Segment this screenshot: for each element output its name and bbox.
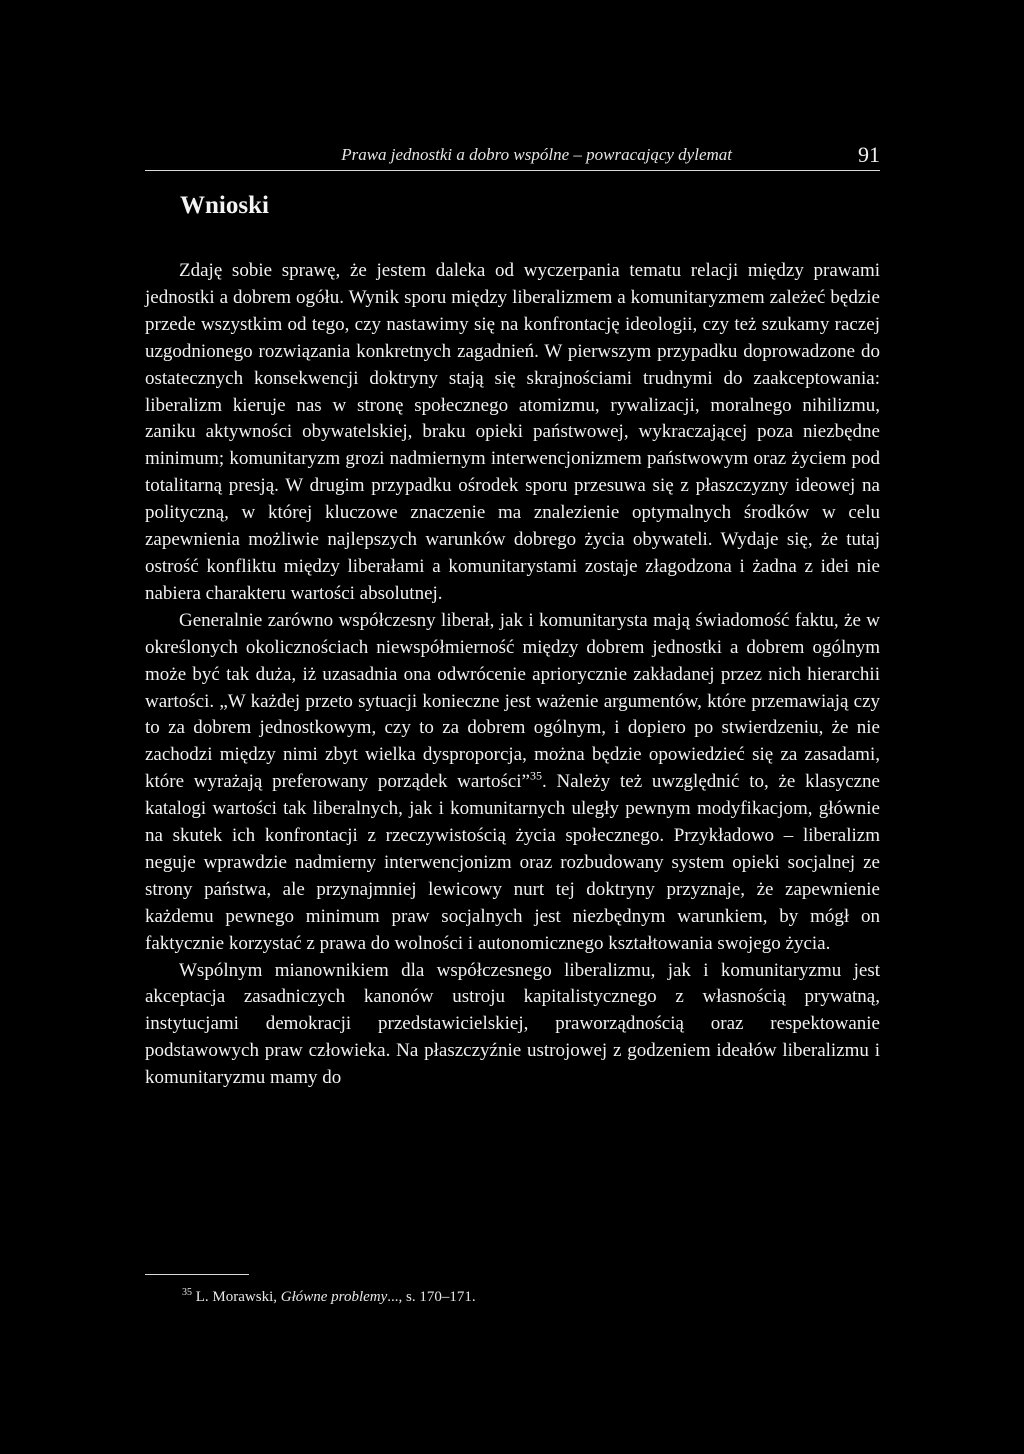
running-title: Prawa jednostki a dobro wspólne – powracający dylemat [341,145,732,164]
section-title: Wnioski [180,192,269,219]
footnote-rest: ..., s. 170–171. [387,1289,476,1305]
page-number: 91 [858,142,880,167]
paragraph-2 [145,608,880,958]
paragraph-3: Wspólnym mianownikiem dla współczesnego liberalizmu, jak i komunitaryzmu jest akceptacja zasadniczych kanonów ustroju kapitalistycznego z własnością prywatną, instytucjami demokracji przedstawicielskiej, praworządnością oraz respektowanie podstawowych praw człowieka. Na płaszczyźnie ustrojowej z godzeniem ideałów liberalizmu i komunitaryzmu mamy do [145,959,880,1089]
paragraph-2-text-b: . Należy też uwzględnić to, że klasyczne katalogi wartości tak liberalnych, jak i komunitarnych uległy pewnym modyfikacjom, głównie na skutek ich konfrontacji z rzeczywistością życia społecznego. Przykładowo – liberalizm neguje wprawdzie nadmierny interwencjonizm oraz rozbudowany system opieki socjalnej ze strony państwa, ale przynajmniej lewicowy nurt tej doktryny przyznaje, że zapewnienie każdemu pewnego minimum praw socjalnych jest niezbędnym warunkiem, by mógł on faktycznie korzystać z prawa do wolności i autonomicznego kształtowania swojego życia. [145,771,880,954]
footnote-number: 35 [182,1287,192,1298]
footnote-reference: 35 [529,768,542,783]
footnote [182,1287,476,1306]
footnote-divider [145,1274,249,1275]
paragraph-2-text-a: Generalnie zarówno współczesny liberał, jak i komunitarysta mają świadomość faktu, że w określonych okolicznościach niewspółmierność między dobrem jednostki a dobrem ogólnym może być tak duża, iż uzasadnia ona odwrócenie apriorycznie zakładanej przez nich hierarchii wartości. „W każdej przeto sytuacji konieczne jest ważenie argumentów, które przemawiają czy to za dobrem jednostkowym, czy to za dobrem ogólnym, i dopiero po stwierdzeniu, że nie zachodzi między nimi zbyt wielka dysproporcja, można będzie opowiedzieć się za zasadami, które wyrażają preferowany porządek wartości” [145,609,880,793]
running-header [145,142,880,171]
footnote-title: Główne problemy [280,1289,388,1305]
footnote-author: L. Morawski, [192,1289,281,1305]
body-text [145,258,880,1092]
paragraph-1: Zdaję sobie sprawę, że jestem daleka od wyczerpania tematu relacji między prawami jednostki a dobrem ogółu. Wynik sporu między liberalizmem a komunitaryzmem zależeć będzie przede wszystkim od tego, czy nastawimy się na konfrontację ideologii, czy też szukamy raczej uzgodnionego rozwiązania konkretnych zagadnień. W pierwszym przypadku doprowadzone do ostatecznych konsekwencji doktryny stają się skrajnościami trudnymi do zaakceptowania: liberalizm kieruje nas w stronę społecznego atomizmu, rywalizacji, moralnego nihilizmu, zaniku aktywności obywatelskiej, braku opieki państwowej, wykraczającej poza niezbędne minimum; komunitaryzm grozi nadmiernym interwencjonizmem państwowym oraz życiem pod totalitarną presją. W drugim przypadku ośrodek sporu przesuwa się z płaszczyzny ideowej na polityczną, w której kluczowe znaczenie ma znalezienie optymalnych środków w celu zapewnienia możliwie najlepszych warunków dobrego życia obywateli. Wydaje się, że tutaj ostrość konfliktu między liberałami a komunitarystami zostaje złagodzona i żadna z idei nie nabiera charakteru wartości absolutnej. [145,260,880,604]
